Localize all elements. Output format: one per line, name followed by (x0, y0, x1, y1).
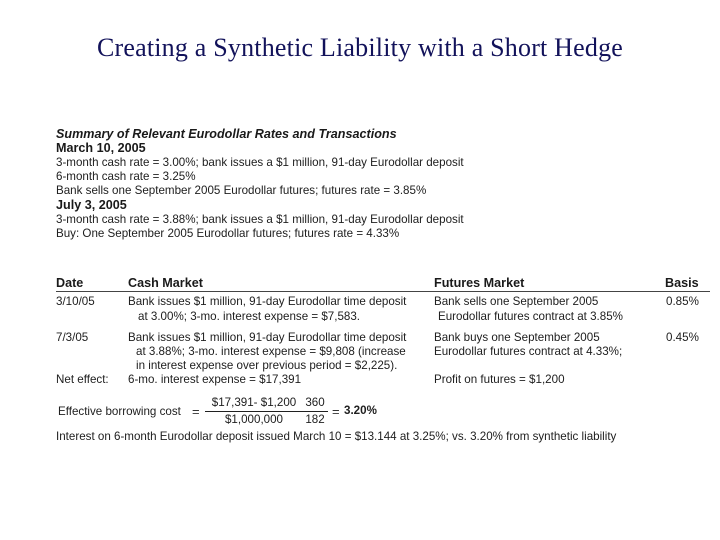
row-cash-line: Bank issues $1 million, 91-day Eurodollar time deposit (128, 295, 407, 308)
effective-cost-formula (58, 396, 458, 428)
summary-line: 3-month cash rate = 3.00%; bank issues a $1 million, 91-day Eurodollar deposit (56, 155, 464, 169)
row-basis: 0.45% (666, 331, 699, 344)
formula-label: Effective borrowing cost (58, 405, 181, 418)
summary-line: 6-month cash rate = 3.25% (56, 169, 196, 183)
column-header-basis: Basis (665, 276, 699, 290)
column-header-cash-market: Cash Market (128, 276, 203, 290)
fraction-denominator: 182 (305, 413, 325, 426)
fraction-numerator: $17,391- $1,200 (211, 396, 297, 409)
row-cash-line: at 3.00%; 3-mo. interest expense = $7,583. (138, 310, 361, 323)
row-futures-line: Eurodollar futures contract at 3.85% (438, 310, 623, 323)
rates-summary (56, 127, 656, 241)
row-cash-line: 6-mo. interest expense = $17,391 (128, 373, 302, 386)
fraction-bar (205, 411, 303, 412)
summary-date: March 10, 2005 (56, 141, 146, 156)
footnote: Interest on 6-month Eurodollar deposit issued March 10 = $13.144 at 3.25%; vs. 3.20% from synthetic liability (56, 430, 617, 443)
fraction-numerator: 360 (305, 396, 325, 409)
summary-line: Buy: One September 2005 Eurodollar futures; futures rate = 4.33% (56, 227, 400, 241)
row-basis: 0.85% (666, 295, 699, 308)
formula-result: 3.20% (344, 404, 377, 417)
summary-heading: Summary of Relevant Eurodollar Rates and Transactions (56, 127, 397, 141)
row-futures-line: Profit on futures = $1,200 (434, 373, 565, 386)
summary-date: July 3, 2005 (56, 198, 127, 213)
column-header-date: Date (56, 276, 84, 290)
row-date: 7/3/05 (56, 331, 89, 344)
slide-title: Creating a Synthetic Liability with a Short Hedge (96, 33, 624, 62)
column-header-futures-market: Futures Market (434, 276, 525, 290)
header-divider (56, 291, 710, 292)
summary-line: 3-month cash rate = 3.88%; bank issues a $1 million, 91-day Eurodollar deposit (56, 212, 464, 226)
row-date: 3/10/05 (56, 295, 95, 308)
row-cash-line: Bank issues $1 million, 91-day Eurodollar time deposit (128, 331, 407, 344)
fraction-dollars (205, 396, 303, 427)
row-futures-line: Bank buys one September 2005 (434, 331, 600, 344)
fraction-days (302, 396, 328, 427)
row-date: Net effect: (56, 373, 109, 386)
summary-line: Bank sells one September 2005 Eurodollar futures; futures rate = 3.85% (56, 184, 427, 198)
fraction-denominator: $1,000,000 (224, 413, 284, 426)
row-futures-line: Bank sells one September 2005 (434, 295, 599, 308)
row-cash-line: in interest expense over previous period = $2,225). (136, 359, 398, 372)
row-futures-line: Eurodollar futures contract at 4.33%; (434, 345, 623, 358)
row-cash-line: at 3.88%; 3-mo. interest expense = $9,808 (increase (136, 345, 406, 358)
equals-sign: = (192, 404, 200, 419)
equals-sign: = (332, 404, 340, 419)
fraction-bar (302, 411, 328, 412)
